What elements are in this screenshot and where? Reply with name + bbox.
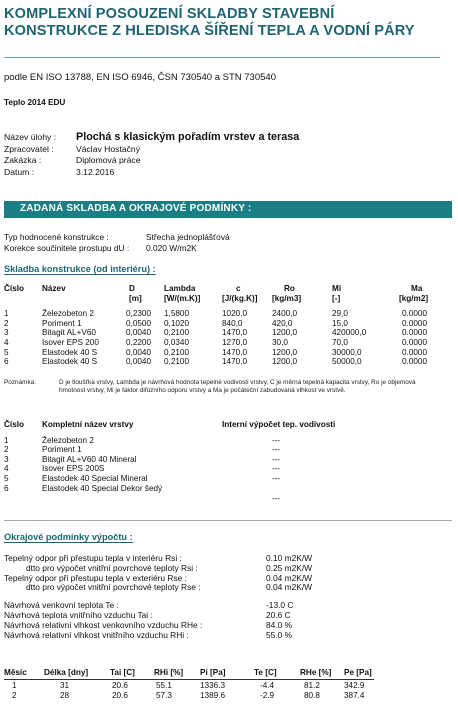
info-key: Typ hodnocené konstrukce : — [4, 232, 109, 242]
cell: 6 — [4, 483, 9, 493]
cell: Elastodek 40 S — [42, 357, 98, 367]
boundary-key: Návrhová teplota vnitřního vzduchu Tai : — [4, 609, 153, 620]
cell: 0.0000 — [402, 328, 428, 338]
cell: 1020,0 — [222, 309, 248, 319]
boundary-key: Tepelný odpor při přestupu tepla v interiéru Rsi : — [4, 553, 182, 563]
norm-reference: podle EN ISO 13788, EN ISO 6946, ČSN 730540 a STN 730540 — [4, 72, 276, 83]
meta-key: Zakázka : — [4, 155, 42, 165]
cell: --- — [272, 464, 281, 474]
boundary-value: -13.0 C — [266, 600, 294, 611]
boundary-section-title: Okrajové podmínky výpočtu : — [4, 532, 133, 542]
info-value: Střecha jednoplášťová — [146, 232, 230, 242]
cell: 1470,0 — [222, 357, 248, 367]
col-header: Kompletní název vrstvy — [42, 420, 134, 429]
boundary-value: 0.25 m2K/W — [266, 562, 313, 573]
header-rule — [4, 679, 374, 680]
unit-label: [J/(kg.K)] — [222, 293, 258, 303]
cell: 0,1020 — [164, 318, 190, 328]
cell: 28 — [60, 691, 70, 701]
boundary-value: 55.0 % — [266, 629, 293, 640]
cell: 0,0040 — [126, 328, 152, 338]
boundary-key: Tepelný odpor při přestupu tepla v exteriéru Rse : — [4, 572, 187, 583]
cell: -2.9 — [260, 691, 275, 701]
cell: 0,0040 — [126, 357, 152, 367]
cell: 1 — [12, 681, 17, 691]
project-info — [4, 132, 299, 178]
info-key: Korekce součinitele prostupu dU : — [4, 242, 130, 253]
note-text: D je tloušťka vrstvy, Lambda je návrhová hodnota tepelné vodivosti vrstvy, C je měrná tepelná kapacita vrstvy, Ro je objemová hmotnost vrstvy, Mi je faktor difúzního odporu vrstvy a Ma je počáteční zabudovaná vlhkost ve vrstvě. — [59, 379, 416, 395]
cell: Poriment 1 — [42, 318, 82, 328]
cell: 20.6 — [112, 681, 128, 691]
unit-label: [W/(m.K)] — [164, 293, 201, 303]
title-line-2: KONSTRUKCE Z HLEDISKA ŠÍŘENÍ TEPLA A VODNÍ PÁRY — [4, 23, 415, 39]
project-name: Plochá s klasickým pořadím vrstev a terasa — [76, 131, 300, 143]
cell: 55.1 — [156, 681, 172, 691]
col-header: Te [C] — [254, 668, 277, 677]
cell: 840,0 — [222, 318, 243, 328]
meta-value: 3.12.2016 — [76, 166, 115, 177]
boundary-key: Návrhová relativní vlhkost venkovního vzduchu RHe : — [4, 619, 203, 630]
cell: 0.0000 — [402, 347, 428, 357]
cell: 0,2200 — [126, 337, 152, 347]
col-header: RHi [%] — [154, 668, 184, 677]
unit-label: [-] — [332, 293, 341, 303]
meta-value: Diplomová práce — [76, 155, 141, 165]
cell: 0.0000 — [402, 357, 428, 367]
cell: 15,0 — [332, 318, 348, 328]
cell: 31 — [60, 681, 70, 691]
cell: 30,0 — [272, 337, 288, 347]
cell: 3 — [4, 454, 9, 464]
col-header: Číslo — [4, 420, 25, 429]
cell: 4 — [4, 337, 9, 347]
col-header: Pi [Pa] — [200, 668, 226, 677]
col-header: Lambda — [164, 284, 196, 293]
section-band: ZADANÁ SKLADBA A OKRAJOVÉ PODMÍNKY : — [4, 201, 452, 218]
meta-key: Zpracovatel : — [4, 143, 54, 154]
col-header: RHe [%] — [300, 668, 332, 677]
cell: 1336.3 — [200, 681, 226, 691]
cell: 57.3 — [156, 691, 172, 701]
cell: Elastodek 40 S — [42, 347, 98, 357]
meta-row — [4, 167, 299, 179]
cell: Železobeton 2 — [42, 309, 94, 319]
cell: 2 — [4, 445, 9, 455]
construction-type-info — [4, 232, 230, 253]
cell: 1389.6 — [200, 691, 226, 701]
col-header: D — [129, 284, 135, 293]
boundary-key: Návrhová venkovní teplota Te : — [4, 600, 119, 611]
cell: 1200,0 — [272, 347, 298, 357]
cell: --- — [272, 445, 281, 455]
col-header: Název — [42, 284, 66, 293]
boundary-value: 0.04 m2K/W — [266, 572, 313, 583]
col-header: Délka [dny] — [44, 668, 89, 677]
info-row — [4, 243, 230, 254]
col-header: Tai [C] — [110, 668, 135, 677]
cell: 0,0040 — [126, 347, 152, 357]
boundary-value: 84.0 % — [266, 619, 293, 630]
cell: 1270,0 — [222, 337, 248, 347]
unit-label: [kg/m3] — [272, 293, 302, 303]
cell: 1470,0 — [222, 328, 248, 338]
col-header: Ma — [411, 284, 423, 293]
meta-row — [4, 144, 299, 156]
cell: 4 — [4, 464, 9, 474]
cell: 81.2 — [304, 681, 320, 691]
unit-label: [kg/m2] — [399, 293, 429, 303]
cell: 0,0340 — [164, 337, 190, 347]
cell: 0,2100 — [164, 347, 190, 357]
cell: 0,2100 — [164, 328, 190, 338]
header-divider — [4, 57, 440, 58]
cell: 1470,0 — [222, 347, 248, 357]
cell: 29,0 — [332, 309, 348, 319]
software-name: Teplo 2014 EDU — [4, 98, 66, 107]
cell: Elastodek 40 Special Dekor šedý — [42, 483, 163, 493]
title-line-1: KOMPLEXNÍ POSOUZENÍ SKLADBY STAVEBNÍ — [4, 6, 335, 22]
col-header: Číslo — [4, 284, 25, 293]
cell: --- — [272, 435, 281, 445]
boundary-key: Návrhová relativní vlhkost vnitřního vzduchu RHi : — [4, 629, 189, 640]
cell: 20.6 — [112, 691, 128, 701]
cell: 1,5800 — [164, 309, 190, 319]
cell: 342.9 — [344, 681, 365, 691]
cell: 6 — [4, 357, 9, 367]
cell: Elastodek 40 Special Mineral — [42, 473, 148, 483]
cell: 80.8 — [304, 691, 320, 701]
meta-key: Datum : — [4, 166, 35, 177]
boundary-value: 20.6 C — [266, 609, 291, 620]
col-header: Pe [Pa] — [344, 668, 372, 677]
unit-label: [m] — [129, 293, 142, 303]
cell: Isover EPS 200 — [42, 337, 99, 347]
cell: 0.0000 — [402, 318, 428, 328]
boundary-value: 0.10 m2K/W — [266, 553, 313, 563]
cell: Bitagit AL+V60 40 Mineral — [42, 454, 137, 464]
cell: 420000,0 — [332, 328, 367, 338]
meta-value: Václav Hostačný — [76, 143, 141, 154]
col-header: Ro — [284, 284, 295, 293]
section-divider — [4, 520, 452, 521]
cell: --- — [272, 493, 281, 503]
cell: 30000,0 — [332, 347, 362, 357]
cell: 70,0 — [332, 337, 348, 347]
col-header: c — [236, 284, 241, 293]
cell: 1 — [4, 435, 9, 445]
cell: 420,0 — [272, 318, 293, 328]
cell: 0.0000 — [402, 309, 428, 319]
cell: 0,0500 — [126, 318, 152, 328]
cell: --- — [272, 473, 281, 483]
cell: 50000,0 — [332, 357, 362, 367]
col-header: Mi — [332, 284, 342, 293]
cell: Isover EPS 200S — [42, 464, 105, 474]
cell: Bitagit AL+V60 — [42, 328, 96, 338]
info-value: 0.020 W/m2K — [146, 242, 197, 253]
note-label: Poznámka: — [4, 379, 36, 386]
cell: -4.4 — [260, 681, 275, 691]
cell: 0.0000 — [402, 337, 428, 347]
meta-row — [4, 132, 299, 144]
cell: 1200,0 — [272, 357, 298, 367]
col-header: Interní výpočet tep. vodivosti — [222, 420, 336, 429]
cell: --- — [272, 454, 281, 464]
cell: 0,2300 — [126, 309, 152, 319]
cell: 5 — [4, 473, 9, 483]
col-header: Měsíc — [4, 668, 27, 677]
layers-section-title: Skladba konstrukce (od interiéru) : — [4, 264, 156, 274]
report-title — [4, 6, 415, 40]
boundary-key: dtto pro výpočet vnitřní povrchové teploty Rsi : — [26, 562, 198, 573]
cell: 0,2100 — [164, 357, 190, 367]
info-row — [4, 232, 230, 243]
cell: 2400,0 — [272, 309, 298, 319]
cell: 2 — [4, 318, 9, 328]
cell: Poriment 1 — [42, 445, 82, 455]
boundary-key: dtto pro výpočet vnitřní povrchové teploty Rse : — [26, 582, 201, 593]
meta-row — [4, 155, 299, 167]
cell: Železobeton 2 — [42, 435, 94, 445]
cell: 2 — [12, 691, 17, 701]
cell: 5 — [4, 347, 9, 357]
cell: 1200,0 — [272, 328, 298, 338]
cell: 387.4 — [344, 691, 365, 701]
cell: 1 — [4, 309, 9, 319]
boundary-value: 0.04 m2K/W — [266, 582, 313, 593]
meta-key: Název úlohy : — [4, 132, 57, 142]
cell: 3 — [4, 328, 9, 338]
